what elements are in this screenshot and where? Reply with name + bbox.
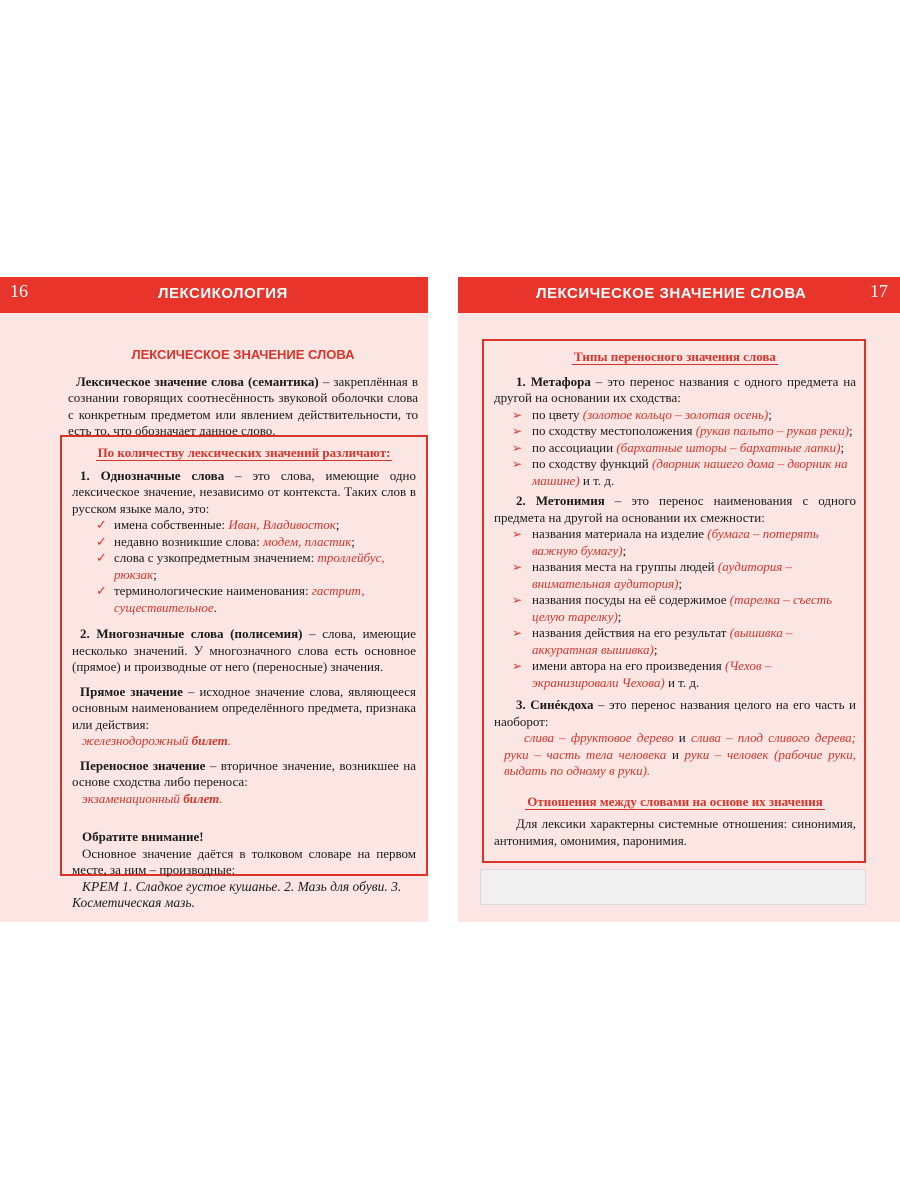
arrow-bullet-icon: ➢	[512, 593, 523, 607]
definition-text: – закреплённая в сознании говорящих соотнесённость звуковой оболочки слова с конкретным предметом или явлением действительности, то есть то, что обозначает данное слово.	[68, 373, 418, 438]
arrow-bullet-icon: ➢	[512, 440, 523, 455]
figurative-types-box	[482, 339, 866, 863]
arrow-bullet-icon: ➢	[512, 659, 523, 673]
metonymy-list	[494, 526, 856, 691]
left-header-band	[0, 277, 428, 313]
figurative-text: – вторичное значение, возникшее на основе сходства либо переноса:	[72, 757, 417, 789]
metaphor-paragraph	[494, 374, 856, 407]
arrow-bullet-icon: ➢	[512, 527, 523, 541]
arrow-bullet-icon: ➢	[512, 626, 523, 640]
arrow-bullet-icon: ➢	[512, 457, 523, 471]
synecdoche-paragraph	[494, 697, 856, 730]
list-item: ✓ терминологические наименования: гастрит, существительное.	[96, 583, 365, 615]
metonymy-text: – это перенос наименования с одного предмета на другой на основании их смежности:	[494, 493, 856, 525]
list-item: ✓ слова с узкопредметным значением: троллейбус, рюкзак;	[96, 550, 385, 582]
definition-paragraph	[68, 374, 418, 440]
direct-text: – исходное значение слова, являющееся основным наименованием определённого предмета, признака или действия:	[72, 683, 417, 732]
metonymy-term: 2. Метонимия	[516, 493, 605, 508]
lexical-meanings-box	[60, 435, 428, 910]
figurative-paragraph	[72, 758, 416, 791]
multi-term: 2. Многозначные слова (полисемия)	[80, 626, 303, 641]
list-item: ➢ по ассоциации (бархатные шторы – бархатные лапки);	[512, 439, 845, 455]
list-item: ✓ имена собственные: Иван, Владивосток;	[96, 517, 340, 532]
list-item: ➢ по цвету (золотое кольцо – золотая осень);	[512, 406, 772, 422]
synecdoche-term: 3. Синéкдоха	[516, 697, 594, 712]
list-item: ➢ названия материала на изделие (бумага – потерять важную бумагу);	[512, 526, 819, 558]
list-item: ➢ названия посуды на её содержимое (тарелка – съесть целую тарелку);	[512, 592, 833, 624]
check-icon: ✓	[96, 583, 107, 598]
single-paragraph	[72, 468, 416, 518]
relations-heading: Отношения между словами на основе их значения	[527, 793, 823, 809]
list-item: ✓ недавно возникшие слова: модем, пластик;	[96, 533, 355, 549]
single-term: 1. Однозначные слова	[80, 467, 225, 483]
list-item: ➢ имени автора на его произведения (Чехов – экранизировали Чехова) и т. д.	[512, 658, 772, 690]
page-number-right: 17	[870, 281, 888, 301]
check-icon: ✓	[96, 550, 107, 565]
arrow-bullet-icon: ➢	[512, 407, 523, 422]
direct-paragraph	[72, 684, 416, 734]
direct-term: Прямое значение	[80, 683, 183, 699]
left-intro	[68, 347, 418, 440]
single-text: – это слова, имеющие одно лексическое значение, независимо от контекста. Таких слов в русском языке мало, это:	[72, 467, 417, 516]
section-title: ЛЕКСИЧЕСКОЕ ЗНАЧЕНИЕ СЛОВА	[131, 347, 355, 362]
synecdoche-text: – это перенос названия целого на его часть и наоборот:	[494, 697, 856, 729]
right-page	[458, 277, 900, 922]
direct-example: железнодорожный билет.	[82, 733, 232, 748]
right-header-title: ЛЕКСИЧЕСКОЕ ЗНАЧЕНИЕ СЛОВА	[536, 285, 807, 302]
multi-text: – слова, имеющие несколько значений. У многозначного слова есть основное (прямое) и производные от него (переносные) значения.	[72, 626, 416, 674]
left-page	[0, 277, 428, 922]
metonymy-paragraph	[494, 493, 856, 526]
note-text: Основное значение даётся в толковом словаре на первом месте, за ним – производные:	[72, 845, 416, 877]
list-item: ➢ названия места на группы людей (аудитория – внимательная аудитория);	[512, 559, 793, 591]
synecdoche-examples: слива – фруктовое дерево и слива – плод сливого дерева; руки – часть тела человека и руки – человек (рабочие руки, выдать по одному в руки).	[504, 730, 856, 778]
metaphor-text: – это перенос названия с одного предмета на другой на основании их сходства:	[494, 373, 857, 405]
right-header-band	[458, 277, 900, 313]
right-box-content	[494, 349, 856, 849]
metaphor-list	[494, 407, 856, 490]
single-list	[72, 517, 416, 616]
note-example: КРЕМ 1. Сладкое густое кушанье. 2. Мазь для обуви. 3. Косметическая мазь.	[72, 878, 402, 910]
check-icon: ✓	[96, 517, 107, 532]
metaphor-term: 1. Метафора	[516, 373, 591, 389]
box-heading: По количеству лексических значений различают:	[97, 445, 391, 460]
list-item: ➢ по сходству функций (дворник нашего дома – дворник на машине) и т. д.	[512, 456, 848, 488]
faded-bleedthrough-strip	[480, 869, 866, 905]
note-title: Обратите внимание!	[82, 829, 204, 844]
figurative-example: экзаменационный билет.	[82, 790, 223, 806]
box-content	[72, 445, 416, 912]
arrow-bullet-icon: ➢	[512, 424, 523, 438]
arrow-bullet-icon: ➢	[512, 560, 523, 574]
relations-text: Для лексики характерны системные отношения: синонимия, антонимия, омонимия, паронимия.	[494, 816, 856, 848]
left-header-title: ЛЕКСИКОЛОГИЯ	[158, 285, 288, 302]
page-number-left: 16	[10, 281, 28, 301]
check-icon: ✓	[96, 533, 107, 549]
definition-term: Лексическое значение слова (семантика)	[76, 373, 319, 389]
list-item: ➢ названия действия на его результат (вышивка – аккуратная вышивка);	[512, 625, 793, 657]
figurative-term: Переносное значение	[80, 757, 206, 773]
right-box-heading: Типы переносного значения слова	[574, 349, 776, 364]
list-item: ➢ по сходству местоположения (рукав пальто – рукав реки);	[512, 423, 853, 438]
multi-paragraph	[72, 626, 416, 676]
